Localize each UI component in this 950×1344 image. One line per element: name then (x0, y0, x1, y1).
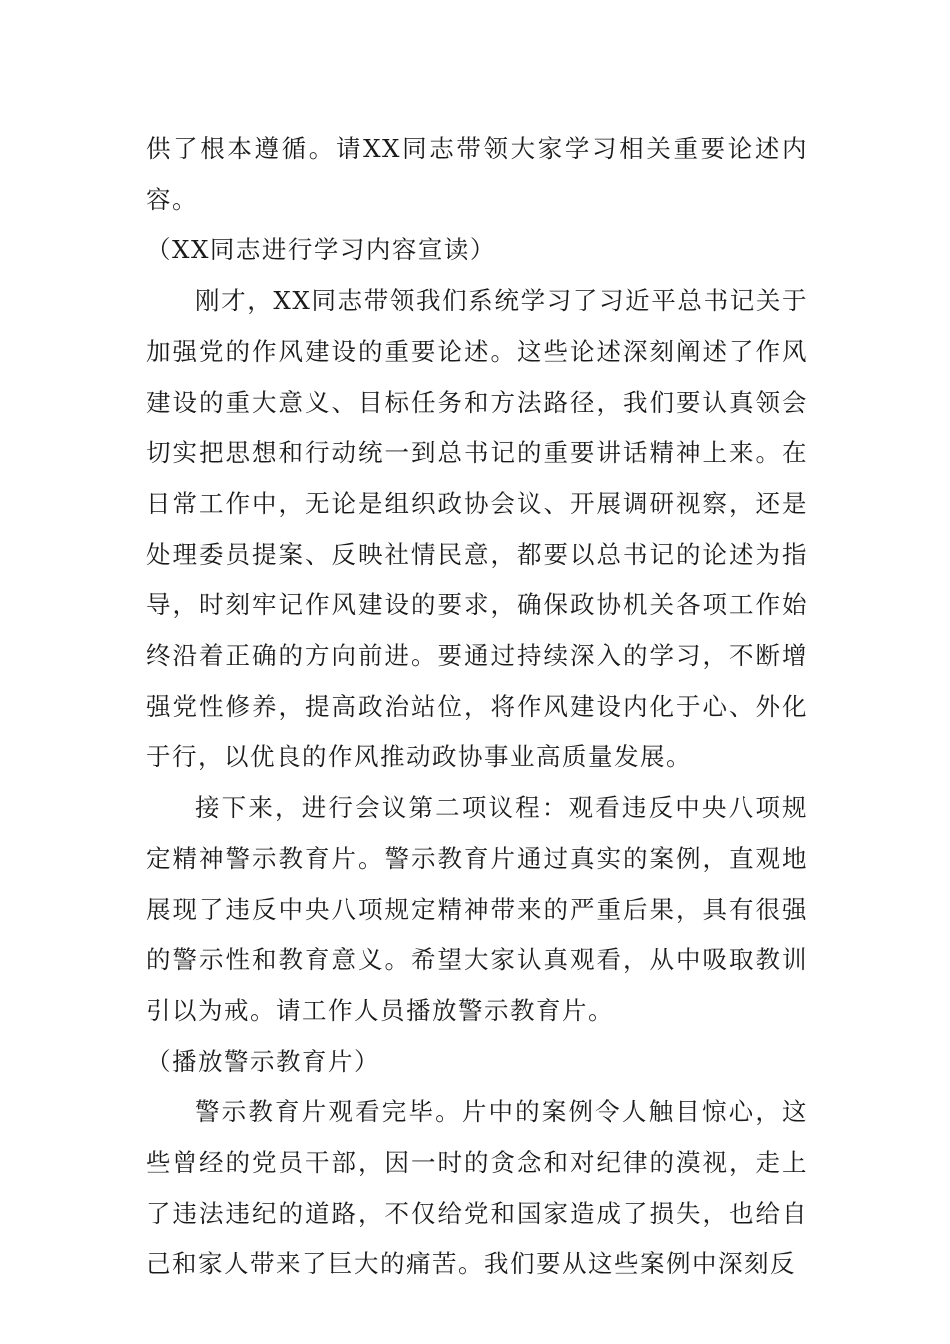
paragraph-second-agenda: 接下来，进行会议第二项议程：观看违反中央八项规定精神警示教育片。警示教育片通过真实的案例，直观地展现了违反中央八项规定精神带来的严重后果，具有很强的警示性和教育意义。希望大家认真观看，从中吸取教训引以为戒。请工作人员播放警示教育片。 (146, 793, 808, 1025)
paragraph-continuation: 供了根本遵循。请XX同志带领大家学习相关重要论述内容。 (146, 134, 808, 214)
paragraph-study-summary: 刚才，XX同志带领我们系统学习了习近平总书记关于加强党的作风建设的重要论述。这些论述深刻阐述了作风建设的重大意义、目标任务和方法路径，我们要认真领会切实把思想和行动统一到总书记的重要讲话精神上来。在日常工作中，无论是组织政协会议、开展调研视察，还是处理委员提案、反映社情民意，都要以总书记的论述为指导，时刻牢记作风建设的要求，确保政协机关各项工作始终沿着正确的方向前进。要通过持续深入的学习，不断增强党性修养，提高政治站位，将作风建设内化于心、外化于行，以优良的作风推动政协事业高质量发展。 (146, 286, 808, 772)
document-body (146, 124, 808, 1290)
stage-direction-video: （播放警示教育片） (146, 1046, 380, 1076)
paragraph-video-reflection: 警示教育片观看完毕。片中的案例令人触目惊心，这些曾经的党员干部，因一时的贪念和对纪律的漠视，走上了违法违纪的道路，不仅给党和国家造成了损失，也给自己和家人带来了巨大的痛苦。我们要从这些案例中深刻反 (146, 1097, 808, 1279)
stage-direction-reading: （XX同志进行学习内容宣读） (146, 235, 496, 265)
